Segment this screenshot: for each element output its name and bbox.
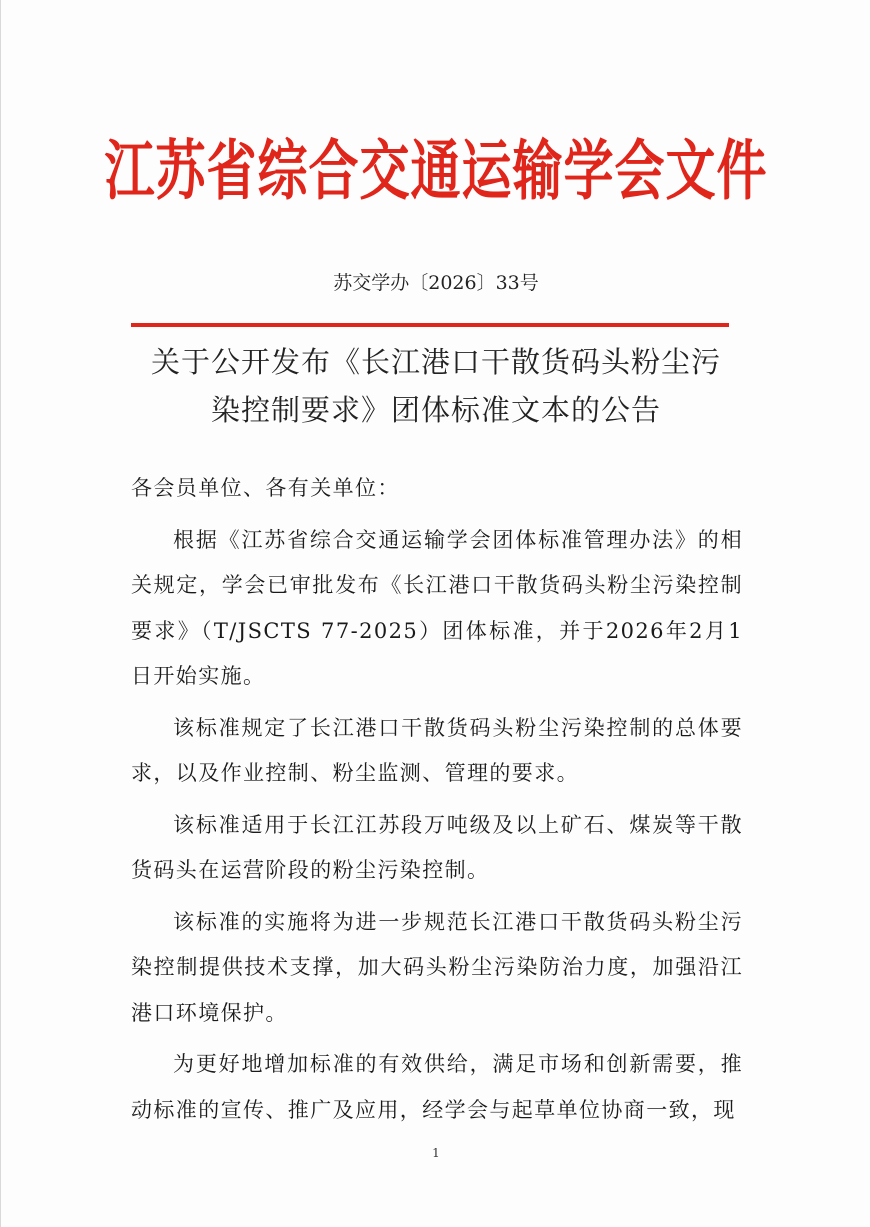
body-paragraph-1: 根据《江苏省综合交通运输学会团体标准管理办法》的相关规定，学会已审批发布《长江港口干散货码头粉尘污染控制要求》（T/JSCTS 77-2025）团体标准，并于2026年2月1日开始实施。 [131, 527, 743, 688]
document-number: 苏交学办〔2026〕33号 [333, 272, 539, 294]
body-paragraph-2: 该标准规定了长江港口干散货码头粉尘污染控制的总体要求，以及作业控制、粉尘监测、管理的要求。 [131, 715, 743, 785]
page-number: 1 [432, 1146, 440, 1160]
body-paragraph-3: 该标准适用于长江江苏段万吨级及以上矿石、煤炭等干散货码头在运营阶段的粉尘污染控制。 [131, 812, 743, 882]
notice-body [131, 466, 743, 1139]
issuing-authority-title: 江苏省综合交通运输学会文件 [104, 132, 768, 209]
salutation: 各会员单位、各有关单位： [131, 476, 400, 500]
red-separator-line [131, 323, 729, 327]
notice-title-line-2: 染控制要求》团体标准文本的公告 [210, 393, 661, 427]
body-paragraph-5: 为更好地增加标准的有效供给，满足市场和创新需要，推动标准的宣传、推广及应用，经学会与起草单位协商一致，现 [131, 1052, 743, 1122]
notice-title [1, 338, 870, 434]
notice-title-line-1: 关于公开发布《长江港口干散货码头粉尘污 [150, 345, 721, 379]
body-paragraph-4: 该标准的实施将为进一步规范长江港口干散货码头粉尘污染控制提供技术支撑，加大码头粉尘污染防治力度，加强沿江港口环境保护。 [131, 909, 743, 1025]
